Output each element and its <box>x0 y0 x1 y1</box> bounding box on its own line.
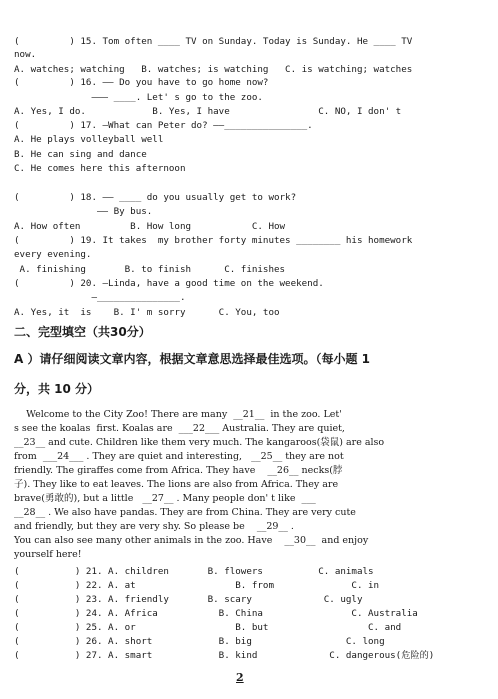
q22-options: ( ) 22. A. at B. from C. in <box>14 580 380 591</box>
q21-options: ( ) 21. A. children B. flowers C. animals <box>14 566 374 577</box>
q17-option-c: C. He comes here this afternoon <box>14 163 186 174</box>
q17-line: ( ) 17. —What can Peter do? ——_______________. <box>14 120 313 131</box>
q20-options: A. Yes, it is B. I' m sorry C. You, too <box>14 307 280 318</box>
q16-cont: ——— ____. Let' s go to the zoo. <box>14 92 263 103</box>
passage-line-11: yourself here! <box>14 549 82 560</box>
passage-line-3: __23__ and cute. Children like them very much. The kangaroos(袋鼠) are also <box>14 437 385 448</box>
q18-line: ( ) 18. —— ____ do you usually get to work? <box>14 192 297 203</box>
passage-line-9: and friendly, but they are very shy. So please be __29__ . <box>14 521 294 532</box>
passage-line-7: brave(勇敢的), but a little __27__ . Many people don' t like ___ <box>14 493 316 504</box>
q24-options: ( ) 24. A. Africa B. China C. Australia <box>14 608 418 619</box>
q19-cont: every evening. <box>14 249 92 260</box>
passage-line-2: s see the koalas first. Koalas are ___22___ Australia. They are quiet, <box>14 423 345 434</box>
q18-cont: —— By bus. <box>14 206 153 217</box>
q27-options: ( ) 27. A. smart B. kind C. dangerous(危险的) <box>14 650 435 661</box>
section-a-instruction: A ）请仔细阅读文章内容，根据文章意思选择最佳选项。（每小题 1 <box>14 352 370 366</box>
passage-line-4: from ___24___ . They are quiet and interesting, __25__ they are not <box>14 451 344 462</box>
q18-options: A. How often B. How long C. How <box>14 221 286 232</box>
page-number: 2 <box>236 671 244 684</box>
section-heading-cloze: 二、完型填空（共30分） <box>14 325 151 339</box>
section-a-instruction-cont: 分，共 10 分） <box>14 382 100 396</box>
q19-line: ( ) 19. It takes my brother forty minutes ________ his homework <box>14 235 413 246</box>
q20-cont: —_______________. <box>14 292 186 303</box>
q15-cont: now. <box>14 49 37 60</box>
q23-options: ( ) 23. A. friendly B. scary C. ugly <box>14 594 363 605</box>
q17-option-a: A. He plays volleyball well <box>14 134 164 145</box>
q16-line: ( ) 16. —— Do you have to go home now? <box>14 77 269 88</box>
passage-line-6: 子). They like to eat leaves. The lions are also from Africa. They are <box>14 479 339 490</box>
q17-option-b: B. He can sing and dance <box>14 149 147 160</box>
q15-options: A. watches; watching B. watches; is watching C. is watching; watches <box>14 64 413 75</box>
q15-line: ( ) 15. Tom often ____ TV on Sunday. Today is Sunday. He ____ TV <box>14 36 413 47</box>
q19-options: A. finishing B. to finish C. finishes <box>14 264 286 275</box>
q20-line: ( ) 20. —Linda, have a good time on the weekend. <box>14 278 324 289</box>
q26-options: ( ) 26. A. short B. big C. long <box>14 636 385 647</box>
q16-options: A. Yes, I do. B. Yes, I have C. NO, I don' t <box>14 106 402 117</box>
passage-line-10: You can also see many other animals in the zoo. Have __30__ and enjoy <box>14 535 369 546</box>
passage-line-1: Welcome to the City Zoo! There are many __21__ in the zoo. Let' <box>14 409 342 420</box>
passage-line-8: __28__ . We also have pandas. They are from China. They are very cute <box>14 507 356 518</box>
passage-line-5: friendly. The giraffes come from Africa. They have __26__ necks(脖 <box>14 465 343 476</box>
q25-options: ( ) 25. A. or B. but C. and <box>14 622 402 633</box>
